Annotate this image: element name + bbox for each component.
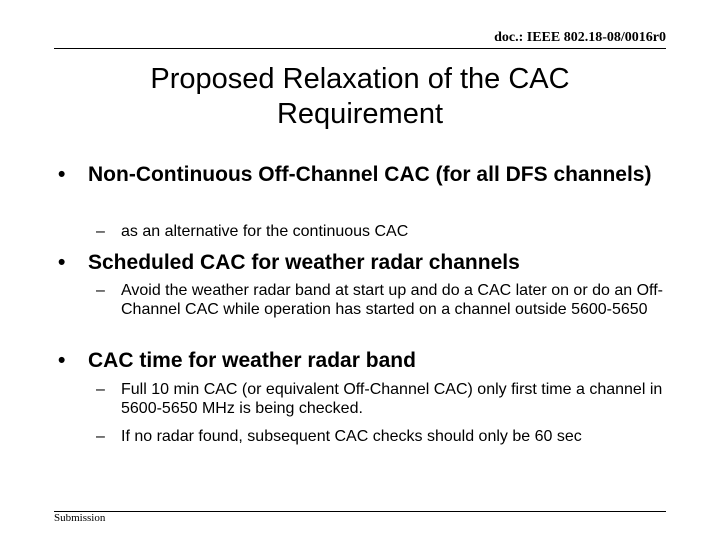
sub-bullet-item-2-1 bbox=[96, 281, 666, 319]
header-rule bbox=[54, 48, 666, 49]
dash-icon: – bbox=[96, 428, 105, 445]
bullet-text: Non-Continuous Off-Channel CAC (for all DFS channels) bbox=[88, 163, 652, 186]
bullet-text: CAC time for weather radar band bbox=[88, 349, 416, 372]
bullet-icon: • bbox=[58, 349, 66, 372]
bullet-item-2 bbox=[58, 250, 668, 275]
sub-bullet-item-3-2 bbox=[96, 427, 666, 446]
footer-label: Submission bbox=[54, 512, 106, 524]
bullet-icon: • bbox=[58, 163, 66, 186]
bullet-item-1 bbox=[58, 162, 668, 187]
dash-icon: – bbox=[96, 381, 105, 398]
slide-title bbox=[60, 62, 660, 132]
bullet-item-3 bbox=[58, 348, 668, 373]
sub-bullet-text: If no radar found, subsequent CAC checks should only be 60 sec bbox=[121, 428, 582, 445]
bullet-icon: • bbox=[58, 251, 66, 274]
slide-title-line-1: Proposed Relaxation of the CAC bbox=[150, 63, 570, 95]
sub-bullet-item-3-1 bbox=[96, 380, 666, 418]
sub-bullet-text: Avoid the weather radar band at start up and do a CAC later on or do an Off-Channel CAC while operation has started on a channel outside 5600-5650 bbox=[121, 282, 663, 318]
sub-bullet-text: as an alternative for the continuous CAC bbox=[121, 223, 409, 240]
sub-bullet-item-1-1 bbox=[96, 222, 666, 241]
sub-bullet-text: Full 10 min CAC (or equivalent Off-Channel CAC) only first time a channel in 5600-5650 MHz is being checked. bbox=[121, 381, 663, 417]
dash-icon: – bbox=[96, 282, 105, 299]
dash-icon: – bbox=[96, 223, 105, 240]
slide-title-line-2: Requirement bbox=[276, 98, 444, 130]
bullet-text: Scheduled CAC for weather radar channels bbox=[88, 251, 520, 274]
footer-rule bbox=[54, 511, 666, 512]
document-id: doc.: IEEE 802.18-08/0016r0 bbox=[494, 30, 666, 45]
